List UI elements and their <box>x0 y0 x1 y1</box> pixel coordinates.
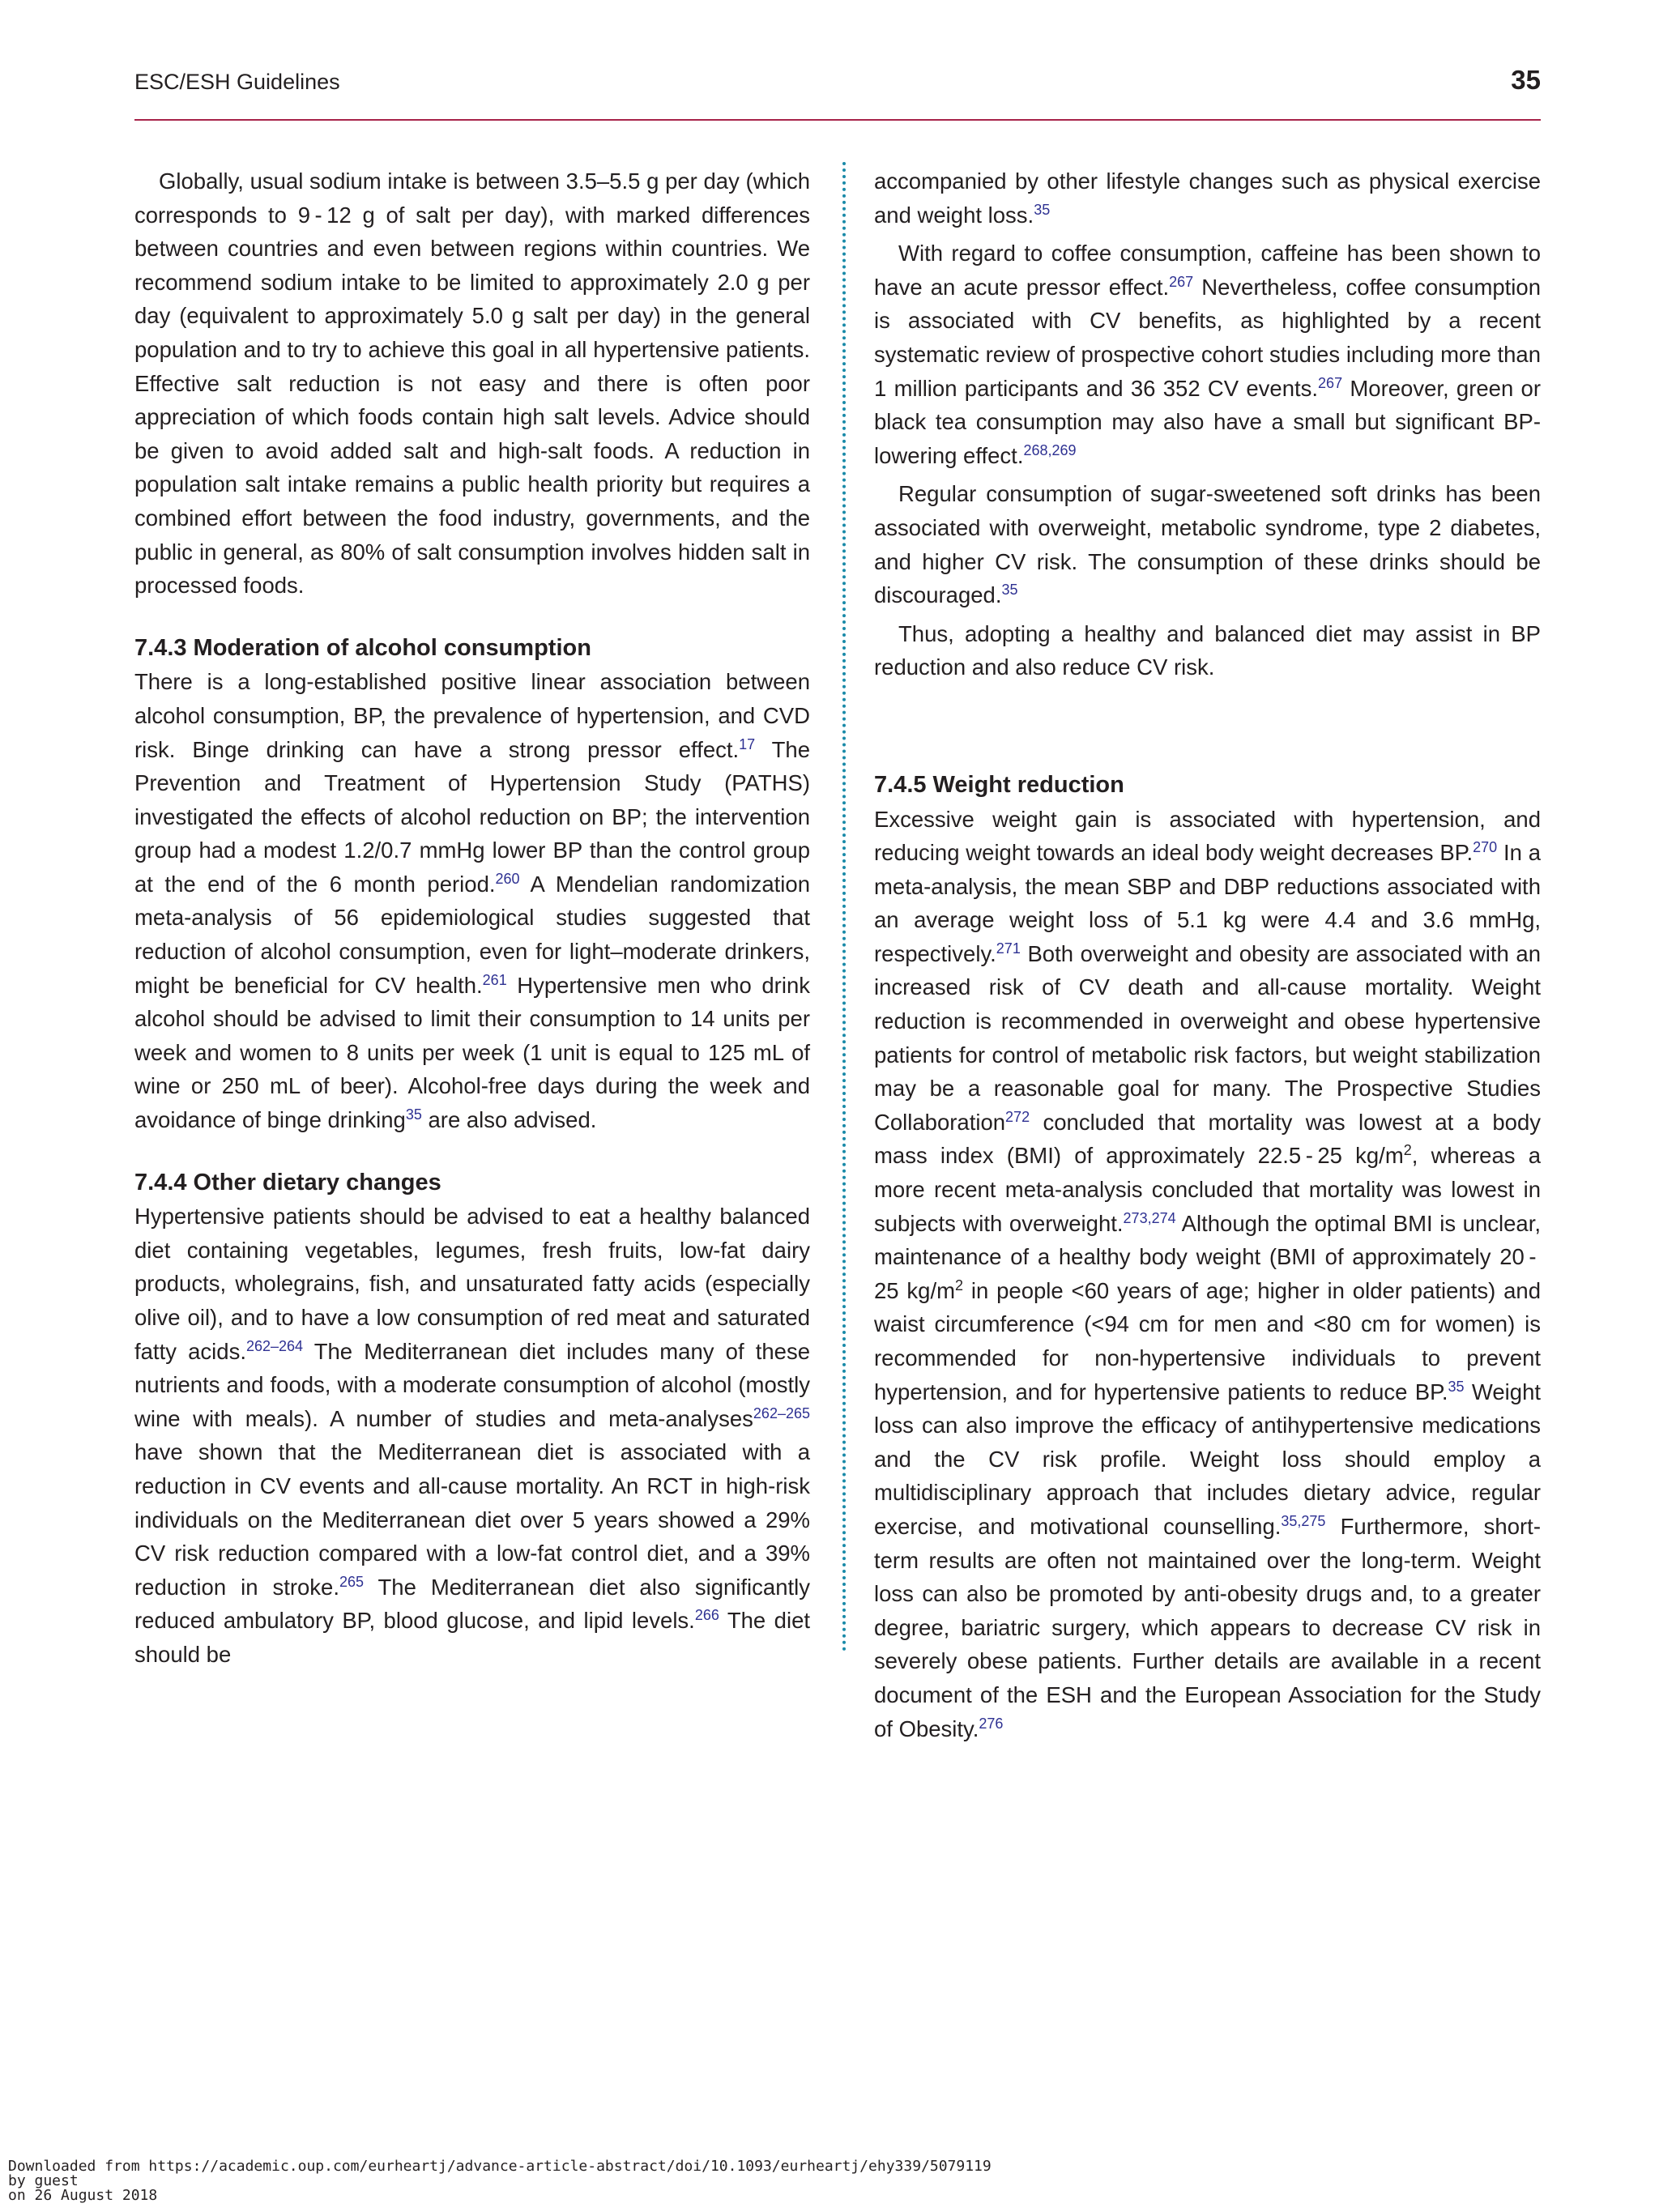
reference-link[interactable]: 262–264 <box>245 1337 304 1354</box>
footer-date-line: on 26 August 2018 <box>8 2187 158 2204</box>
reference-link[interactable]: 35 <box>1034 201 1051 218</box>
paragraph-continuation: accompanied by other lifestyle changes such as physical exercise and weight loss.$^{35}$ <box>874 168 1541 228</box>
right-column <box>874 164 1541 1745</box>
reference-link[interactable]: 262–265 <box>753 1404 810 1421</box>
reference-link[interactable]: 35 <box>405 1106 422 1123</box>
section-heading-7-4-5: 7.4.5 Weight reduction <box>874 771 1124 798</box>
paragraph-dietary: Hypertensive patients should be advised to eat a healthy balanced diet containing vegetables, legumes, fresh fruits, low-fat dairy products, wholegrains, fish, and unsaturated fatty acids (especially olive oil), and to have a low consumption of red meat and saturated fatty acids.$^{262-264}$ The Mediterranean diet includes many of these nutrients and foods, with a moderate consumption of alcohol (mostly wine with meals). A number of studies and meta-analyses$^{262-265}$ have shown that the Mediterranean diet is associated with a reduction in CV events and all-cause mortality. An RCT in high-risk individuals on the Mediterranean diet over 5 years showed a 29% CV risk reduction compared with a low-fat control diet, and a 39% reduction in stroke.$^{265}$ The Mediterranean diet also significantly reduced ambulatory BP, blood glucose, and lipid levels.$^{266}$ The diet should be <box>134 1204 811 1667</box>
reference-link[interactable]: 271 <box>996 940 1021 957</box>
reference-link[interactable]: 276 <box>979 1715 1004 1732</box>
reference-link[interactable]: 268,269 <box>1023 441 1077 458</box>
left-column <box>134 164 810 1672</box>
paragraph-coffee: With regard to coffee consumption, caffeine has been shown to have an acute pressor effect.$^{267}$ Nevertheless, coffee consumption is associated with CV benefits, as highlighted by a recent systematic review of prospective cohort studies including more than 1 million participants and 36 352 CV events.$^{267}$ Moreover, green or black tea consumption may also have a small but significant BP-lowering effect.$^{268,269}$ <box>874 241 1541 468</box>
reference-link[interactable]: 273,274 <box>1123 1209 1176 1226</box>
section-heading-7-4-4: 7.4.4 Other dietary changes <box>134 1169 441 1196</box>
paragraph-soft-drinks: Regular consumption of sugar-sweetened soft drinks has been associated with overweight, metabolic syndrome, type 2 diabetes, and higher CV risk. The consumption of these drinks should be discouraged.$^{35}$ <box>874 481 1541 608</box>
reference-link[interactable]: 261 <box>482 971 507 988</box>
footer-url-line[interactable]: Downloaded from https://academic.oup.com/eurheartj/advance-article-abstract/doi/10.1093/eurheartj/ehy339/5079119 <box>8 2158 992 2175</box>
reference-link[interactable]: 272 <box>1005 1108 1030 1125</box>
header-rule <box>134 119 1541 121</box>
reference-link[interactable]: 265 <box>339 1573 365 1590</box>
reference-link[interactable]: 17 <box>739 735 756 752</box>
reference-link[interactable]: 267 <box>1318 374 1343 391</box>
paragraph-balanced-diet: Thus, adopting a healthy and balanced diet may assist in BP reduction and also reduce CV risk. <box>874 620 1541 680</box>
superscript-exponent: 2 <box>955 1276 964 1294</box>
section-heading-7-4-3: 7.4.3 Moderation of alcohol consumption <box>134 634 591 661</box>
download-footer <box>8 2159 992 2203</box>
column-divider <box>842 162 846 1652</box>
reference-link[interactable]: 35,275 <box>1281 1512 1326 1529</box>
paragraph-alcohol: There is a long-established positive linear association between alcohol consumption, BP, the prevalence of hypertension, and CVD risk. Binge drinking can have a strong pressor effect.$^{17}$ The Prevention and Treatment of Hypertension Study (PATHS) investigated the effects of alcohol reduction on BP; the intervention group had a modest 1.2/0.7 mmHg lower BP than the control group at the end of the 6 month period.$^{260}$ A Mendelian randomization meta-analysis of 56 epidemiological studies suggested that reduction of alcohol consumption, even for light–moderate drinkers, might be beneficial for CV health.$^{261}$ Hypertensive men who drink alcohol should be advised to limit their consumption to 14 units per week and women to 8 units per week (1 unit is equal to 125 mL of wine or 250 mL of beer). Alcohol-free days during the week and avoidance of binge drinking$^{35}$ are also advised. <box>134 669 811 1133</box>
reference-link[interactable]: 270 <box>1473 839 1498 856</box>
running-head: ESC/ESH Guidelines <box>134 70 340 94</box>
page-number: 35 <box>1511 65 1541 95</box>
reference-link[interactable]: 266 <box>694 1607 719 1624</box>
reference-link[interactable]: 267 <box>1169 273 1194 290</box>
paragraph-weight: Excessive weight gain is associated with hypertension, and reducing weight towards an ideal body weight decreases BP.$^{270}$ In a meta-analysis, the mean SBP and DBP reductions associated with an average weight loss of 5.1 kg were 4.4 and 3.6 mmHg, respectively.$^{271}$ Both overweight and obesity are associated with an increased risk of CV death and all-cause mortality. Weight reduction is recommended in overweight and obese hypertensive patients for control of metabolic risk factors, but weight stabilization may be a reasonable goal for many. The Prospective Studies Collaboration$^{272}$ concluded that mortality was lowest at a body mass index (BMI) of approximately 22.5 - 25 $kg/m^2$, whereas a more recent meta-analysis concluded that mortality was lowest in subjects with overweight.$^{273,274}$ Although the optimal BMI is unclear, maintenance of a healthy body weight (BMI of approximately 20 - 25 $kg/m^2$ in people <60 years of age; higher in older patients) and waist circumference (<94 cm for men and <80 cm for women) is recommended for non-hypertensive individuals to prevent hypertension, and for hypertensive patients to reduce BP.$^{35}$ Weight loss can also improve the efficacy of antihypertensive medications and the CV risk profile. Weight loss should employ a multidisciplinary approach that includes dietary advice, regular exercise, and motivational counselling.$^{35,275}$ Furthermore, short-term results are often not maintained over the long-term. Weight loss can also be promoted by anti-obesity drugs and, to a greater degree, bariatric surgery, which appears to decrease CV risk in severely obese patients. Further details are available in a recent document of the ESH and the European Association for the Study of Obesity.$^{276}$ <box>874 806 1541 1741</box>
reference-link[interactable]: 260 <box>495 870 520 887</box>
footer-guest-line: by guest <box>8 2172 79 2189</box>
superscript-exponent: 2 <box>1403 1142 1412 1159</box>
paragraph-sodium: Globally, usual sodium intake is between 3.5–5.5 g per day (which corresponds to 9 - 12 g of salt per day), with marked differences between countries and even between regions within countries. We recommend sodium intake to be limited to approximately 2.0 g per day (equivalent to approximately 5.0 g salt per day) in the general population and to try to achieve this goal in all hypertensive patients. Effective salt reduction is not easy and there is often poor appreciation of which foods contain high salt levels. Advice should be given to avoid added salt and high-salt foods. A reduction in population salt intake remains a public health priority but requires a combined effort between the food industry, governments, and the public in general, as 80% of salt consumption involves hidden salt in processed foods. <box>134 168 810 599</box>
reference-link[interactable]: 35 <box>1448 1378 1465 1395</box>
reference-link[interactable]: 35 <box>1001 582 1018 599</box>
